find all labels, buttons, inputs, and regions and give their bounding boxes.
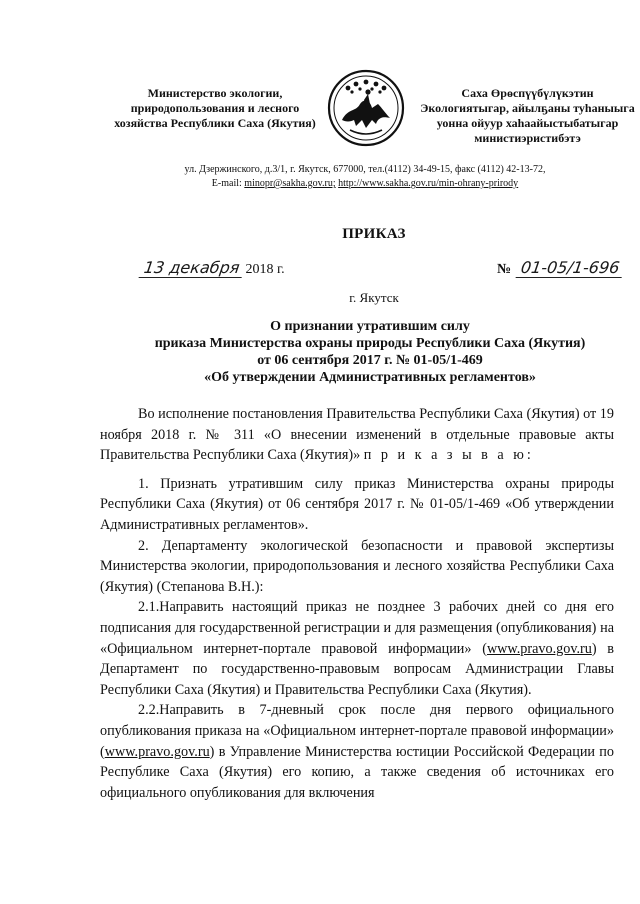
order-number: № 01-05/1-696 bbox=[497, 258, 623, 284]
ministry-name-sakha: Саха Өрөспүүбүлүкэтин Экологиятыгар, айылҕаны туһаныыга уонна ойуур хаһаайыстыбатыгар министиэристибэтэ bbox=[420, 86, 635, 145]
paragraph-2-2: 2.2.Направить в 7-дневный срок после дня первого официального опубликования приказа на «Официальном интернет-портале правовой информации» (www.pravo.gov.ru) в Управление Министерства юстиции Российской Федерации по Республике Саха (Якутия) его копию, а также сведения об источниках его официального опубликования для включения bbox=[100, 702, 614, 801]
coat-of-arms-emblem-icon bbox=[326, 68, 406, 148]
order-date: 13 декабря 2018 г. bbox=[140, 258, 285, 284]
command-word: п р и к а з ы в а ю: bbox=[363, 447, 534, 464]
order-subject: О признании утратившим силу приказа Министерства охраны природы Республики Саха (Якутия) от 06 сентября 2017 г. № 01-05/1-469 «Об утверждении Административных регламентов» bbox=[154, 319, 586, 385]
ministry-name-russian: Министерство экологии, природопользования и лесного хозяйства Республики Саха (Якутия) bbox=[114, 86, 316, 130]
intro-paragraph: Во исполнение постановления Правительства Республики Саха (Якутия) от 19 ноября 2018 г. № 311 «О внесении изменений в отдельные правовые акты Правительства Республики Саха (Якутия)» п р и к а з ы в а ю: bbox=[100, 406, 614, 464]
ministry-address: ул. Дзержинского, д.3/1, г. Якутск, 677000, тел.(4112) 34-49-15, факс (4112) 42-13-72, E-mail: minopr@sakha.gov.ru; http://www.sakha.gov.ru/min-ohrany-prirody bbox=[184, 164, 546, 189]
email-link[interactable]: minopr@sakha.gov.ru; bbox=[244, 178, 336, 189]
website-link[interactable]: http://www.sakha.gov.ru/min-ohrany-prirody bbox=[338, 178, 519, 189]
handwritten-date: 13 декабря bbox=[139, 258, 245, 278]
order-title: ПРИКАЗ bbox=[342, 226, 406, 242]
paragraph-2-1: 2.1.Направить настоящий приказ не позднее 3 рабочих дней со дня его подписания для государственной регистрации и для размещения (опубликования) на «Официальном интернет-портале правовой информации» (www.pravo.gov.ru) в Департамент по государственно-правовым вопросам Администрации Главы Республики Саха (Якутия) и Правительства Республики Саха (Якутия). bbox=[100, 599, 614, 698]
pravo-link[interactable]: www.pravo.gov.ru bbox=[486, 640, 592, 657]
paragraph-1: 1. Признать утратившим силу приказ Министерства охраны природы Республики Саха (Якутия) от 06 сентября 2017 г. № 01-05/1-469 «Об утверждении Административных регламентов». bbox=[100, 475, 614, 533]
paragraph-2: 2. Департаменту экологической безопасности и правовой экспертизы Министерства экологии, природопользования и лесного хозяйства Республики Саха (Якутия) (Степанова В.Н.): bbox=[100, 537, 614, 595]
handwritten-number: 01-05/1-696 bbox=[516, 258, 625, 278]
order-body bbox=[100, 404, 614, 803]
pravo-link[interactable]: www.pravo.gov.ru bbox=[104, 743, 210, 760]
order-city: г. Якутск bbox=[349, 290, 399, 305]
